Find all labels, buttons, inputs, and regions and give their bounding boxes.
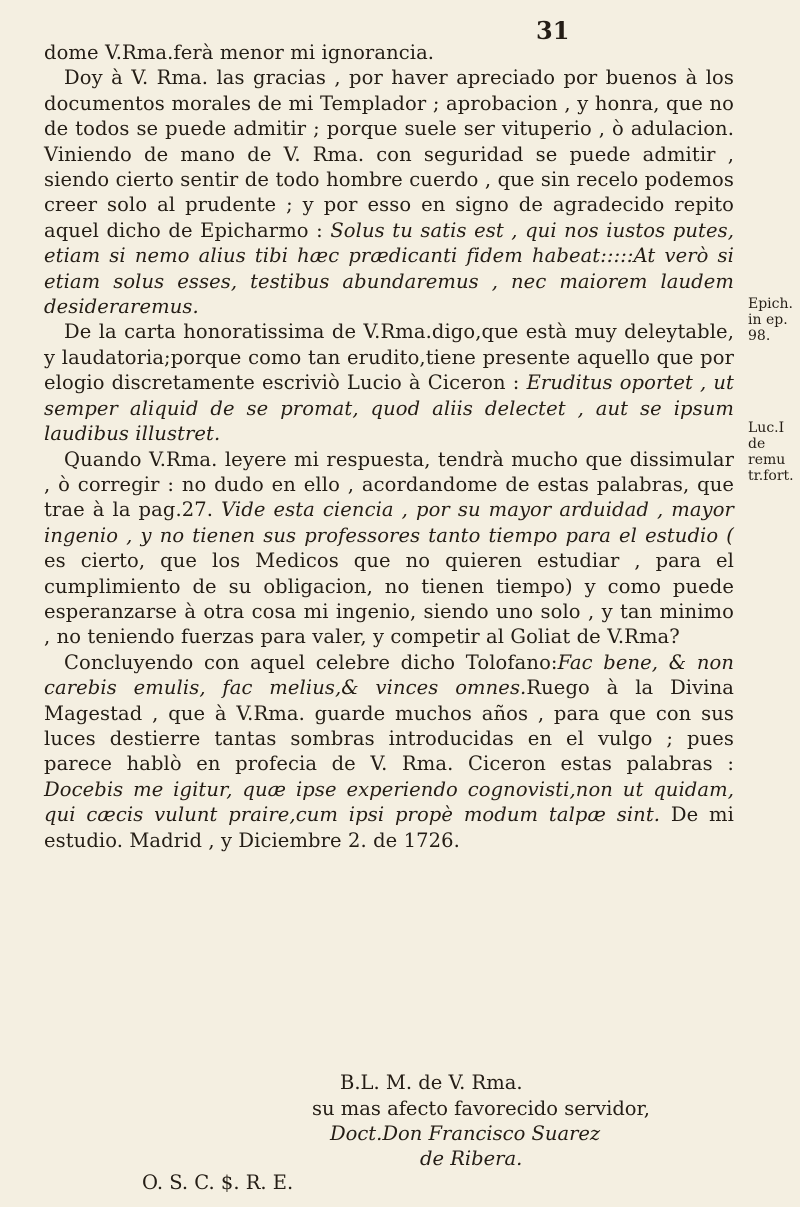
paragraph-6-text: De mi estudio. Madrid , y Diciembre 2. de 1726. <box>44 803 734 852</box>
paragraph-3-text: De la carta honoratissima de V.Rma.digo,que està muy deleytable, y laudatoria;porque como tan erudito,tiene presente aquello que por elogio discretamente escriviò Lucio à Ciceron : <box>44 320 734 395</box>
paragraph-5-text: Concluyendo con aquel celebre dicho Tolofano: <box>64 650 558 674</box>
paragraph-2-text: Doy à V. Rma. las gracias , por haver apreciado por buenos à los documentos morales de mi Templador ; aprobacion , y honra, que no de todos se puede admitir ; porque suele ser vituperio , ò adulacion. Viniendo de mano de V. Rma. con seguridad se puede admitir , siendo cierto sentir de todo hombre cuerdo , que sin recelo podemos creer solo al prudente ; y por esso en signo de agradecido repito aquel dicho de Epicharmo : <box>44 66 734 242</box>
quote-cita-pre: Vide esta ciencia , por su mayor arduidad , mayor ingenio , y no tienen sus professores tanto tiempo para el estudio ( <box>44 498 734 547</box>
margin-note-epicharmus: Epich. in ep. 98. <box>748 296 793 344</box>
quote-lucius: Eruditus oportet , ut semper aliquid de se promat, quod aliis delectet , aut se ipsum laudibus illustret. <box>44 371 734 446</box>
signature-name: Doct.Don Francisco Suarez <box>330 1122 601 1145</box>
signature-abbreviation: O. S. C. $. R. E. <box>142 1171 294 1194</box>
quote-epicharmus: Solus tu satis est , qui nos iustos putes, etiam si nemo alius tibi hæc prædicanti fidem habeat:::::At verò si etiam solus esses, testibus abundaremus , nec maiorem laudem desideraremus. <box>44 218 734 319</box>
signature-surname: de Ribera. <box>420 1147 523 1170</box>
quote-tolosano: Fac bene, & non carebis emulis, fac melius,& vinces omnes. <box>44 650 735 700</box>
signature-line-1: B.L. M. de V. Rma. <box>340 1071 523 1094</box>
quote-cita-post: , que los Medicos que no quieren estudiar , para el cumplimiento de su obligacion, no tienen tiempo) y como puede esperanzarse à otra cosa mi ingenio, siendo uno solo , y tan minimo , no teniendo fuerzas para valer, y competir al Goliat de V.Rma? <box>44 549 734 649</box>
margin-note-lucius: Luc.I de remu tr.fort. <box>748 420 794 484</box>
paragraph-4 <box>44 447 734 650</box>
paragraph-2 <box>44 65 734 319</box>
paragraph-4-text: Quando V.Rma. leyere mi respuesta, tendrà mucho que dissimular , ò corregir : no dudo en ello , acordandome de estas palabras, que trae à la pag.27. <box>44 447 734 522</box>
quote-es-cierto: es cierto <box>44 549 139 573</box>
paragraph-1: dome V.Rma.ferà menor mi ignorancia. <box>44 41 435 64</box>
paragraph-5 <box>44 650 734 853</box>
signature-line-2: su mas afecto favorecido servidor, <box>312 1097 650 1120</box>
body-text <box>44 40 734 853</box>
page-number: 31 <box>536 16 570 45</box>
quote-cicero: Docebis me igitur, quæ ipse experiendo cognovisti,non ut quidam, qui cæcis vulunt praire,cum ipsi propè modum talpæ sint. <box>44 777 734 827</box>
paragraph-3 <box>44 319 734 446</box>
quote-ruego: Ruego à la Divina Magestad , que à V.Rma. guarde muchos años , para que con sus luces destierre tantas sombras introducidas en el vulgo ; pues parece hablò en profecia de V. Rma. Ciceron estas palabras : <box>44 676 734 776</box>
